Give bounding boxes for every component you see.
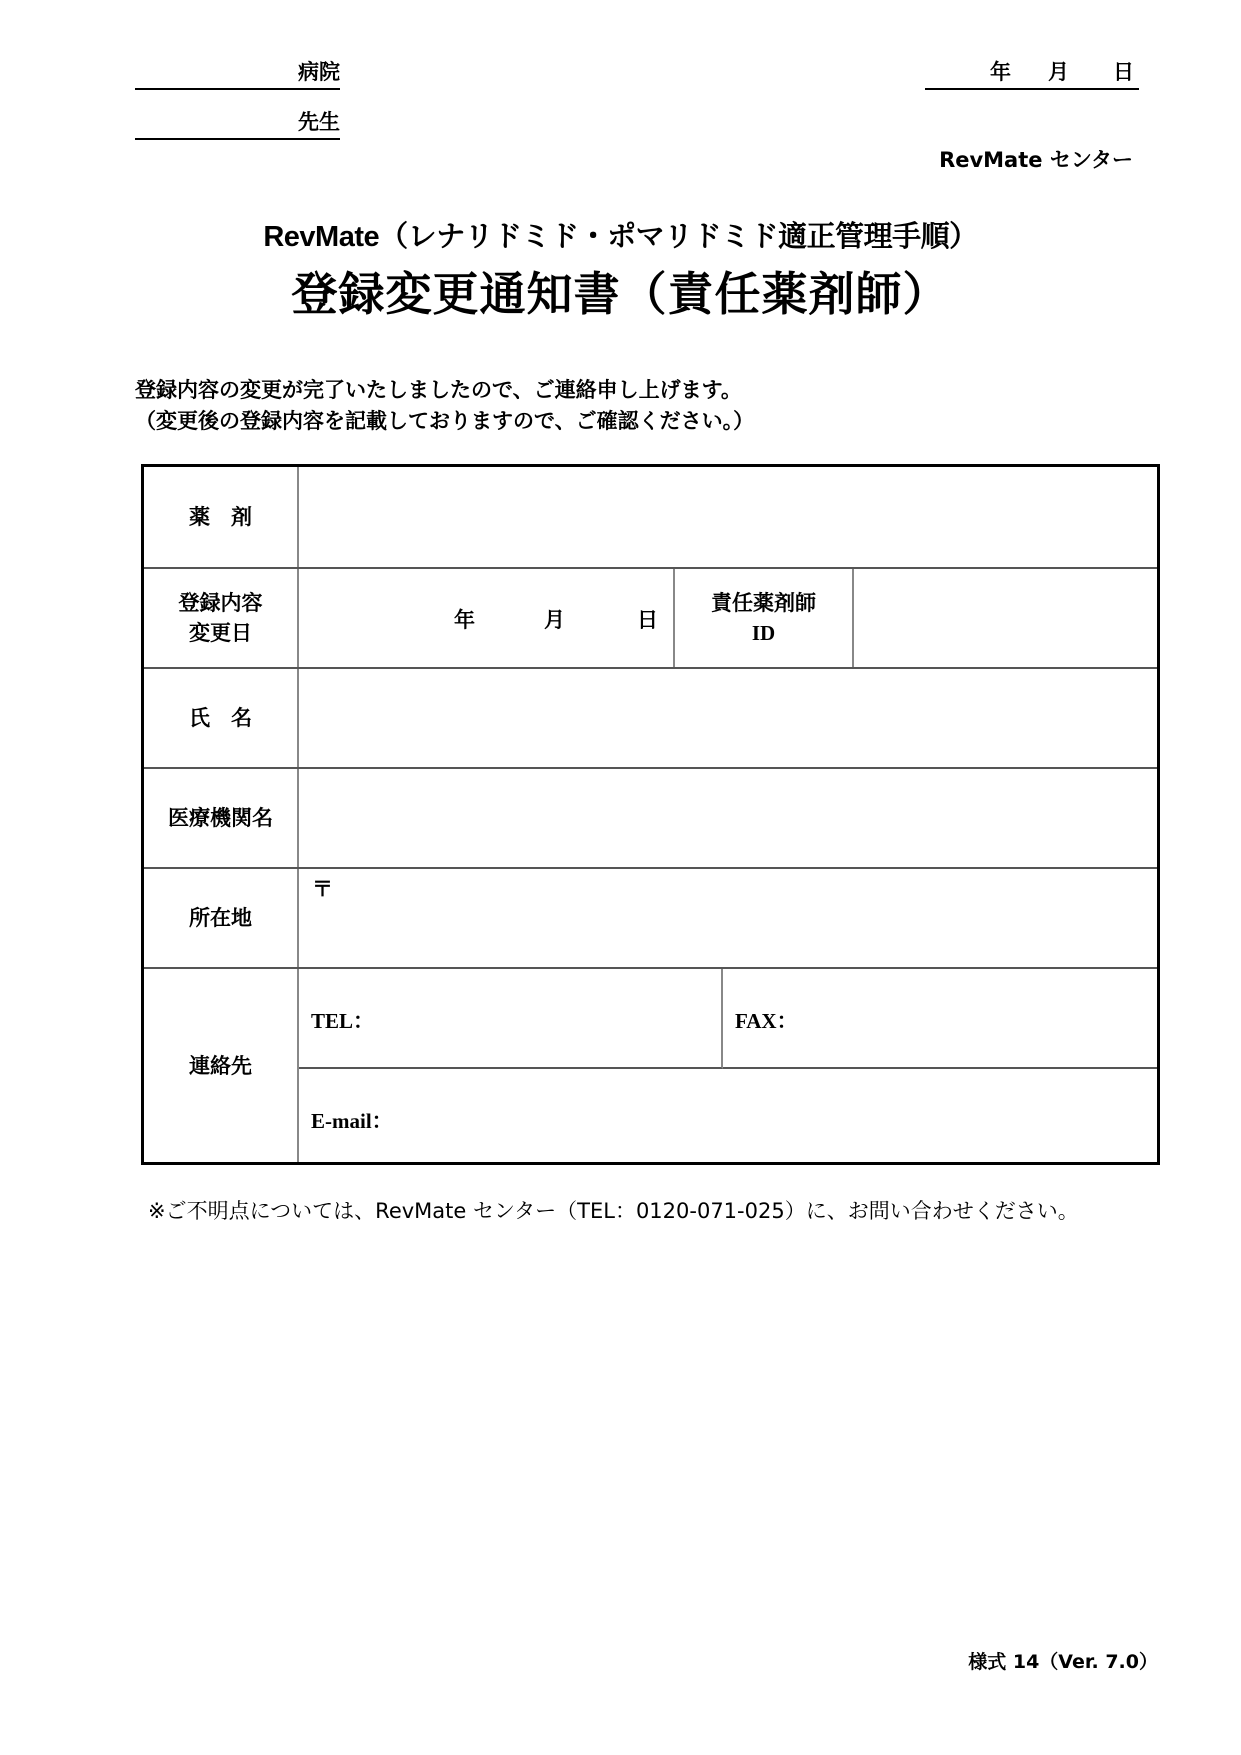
address-field[interactable] [299, 869, 1157, 967]
pharmacist-id-label-line1: 責任薬剤師 [711, 591, 816, 615]
tel-field[interactable] [299, 969, 723, 1069]
doctor-suffix: 先生 [298, 110, 340, 134]
registration-form-table [141, 464, 1160, 1165]
date-year-label: 年 [990, 60, 1011, 84]
change-date-label-line2: 変更日 [189, 621, 252, 645]
email-field[interactable] [299, 1069, 1157, 1162]
intro-line-1: 登録内容の変更が完了いたしましたので、ご連絡申し上げます。 [135, 378, 742, 402]
document-title: 登録変更通知書（責任薬剤師） [291, 267, 950, 321]
pharmacist-id-label [675, 569, 854, 667]
change-date-year: 年 [454, 608, 475, 632]
row-institution [144, 767, 1157, 867]
row-change-date [144, 567, 1157, 667]
date-day-label: 日 [1113, 60, 1134, 84]
change-date-label [144, 569, 299, 667]
change-date-day: 日 [637, 608, 658, 632]
row-address [144, 867, 1157, 967]
fax-field[interactable] [723, 969, 1157, 1069]
contact-footnote: ※ご不明点については、RevMate センター（TEL：0120-071-025）に、お問い合わせください。 [148, 1199, 1079, 1223]
institution-field[interactable] [299, 769, 1157, 867]
change-date-label-line1: 登録内容 [178, 591, 263, 615]
change-date-group [299, 569, 1157, 667]
date-month-label: 月 [1048, 60, 1069, 84]
postal-mark-icon: 〒 [312, 877, 333, 901]
contact-label: 連絡先 [144, 969, 299, 1162]
drug-label: 薬 剤 [144, 467, 299, 567]
address-label: 所在地 [144, 869, 299, 967]
tel-label: TEL： [311, 1009, 375, 1033]
intro-line-2: （変更後の登録内容を記載しておりますので、ご確認ください。） [135, 409, 755, 433]
drug-field[interactable] [299, 467, 1157, 567]
pharmacist-id-field[interactable] [854, 569, 1157, 667]
form-number: 様式 14（Ver. 7.0） [968, 1651, 1158, 1673]
doctor-name-field[interactable] [135, 110, 340, 140]
hospital-suffix: 病院 [298, 60, 340, 84]
document-subtitle: RevMate（レナリドミド・ポマリドミド適正管理手順） [263, 221, 978, 253]
sender-name: RevMate センター [939, 148, 1133, 172]
row-contact [144, 967, 1157, 1162]
change-date-month: 月 [544, 608, 565, 632]
name-field[interactable] [299, 669, 1157, 767]
pharmacist-id-label-line2: ID [751, 621, 776, 645]
row-drug [144, 467, 1157, 567]
institution-label: 医療機関名 [144, 769, 299, 867]
fax-label: FAX： [735, 1009, 798, 1033]
contact-group [299, 969, 1157, 1162]
change-date-field[interactable] [299, 569, 675, 667]
issue-date-field[interactable] [925, 62, 1139, 90]
email-label: E-mail： [311, 1109, 393, 1133]
name-label: 氏 名 [144, 669, 299, 767]
hospital-name-field[interactable] [135, 62, 340, 90]
row-name [144, 667, 1157, 767]
